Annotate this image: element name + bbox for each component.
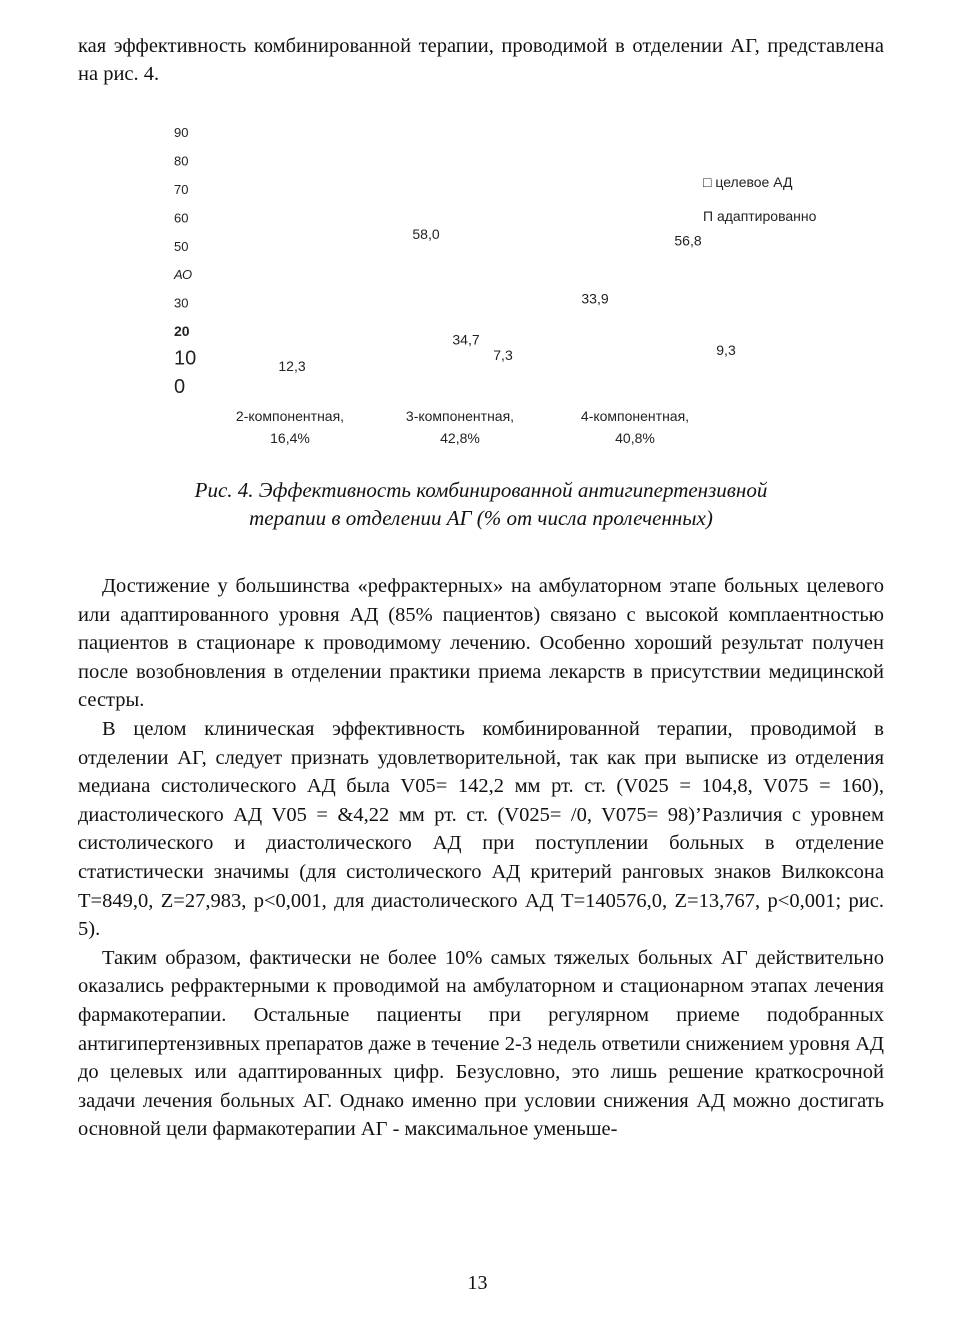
x-category-label: 4-компонентная, (580, 408, 690, 424)
value-label-target: 33,9 (581, 290, 609, 307)
x-category-share: 16,4% (270, 430, 310, 446)
body-text (78, 572, 884, 1144)
figure-caption (78, 476, 884, 532)
paragraph-2: В целом клиническая эффективность комбинированной терапии, проводимой в отделении АГ, следует признать удовлетворительной, так как при выписке из отделения медиана систолического АД была V05= 142,2 мм рт. ст. (V025 = 104,8, V075 = 160), диастолического АД V05 = &4,22 мм рт. ст. (V025= /0, V075= 98)’Различия с уровнем систолического и диастолического АД при поступлении больных в отделение статистически значимы (для систолического АД критерий ранговых знаков Вилкоксона Т=849,0, Z=27,983, p<0,001, для диастолического АД Т=140576,0, Z=13,767, p<0,001; рис. 5). (78, 717, 884, 941)
caption-line-2: терапии в отделении АГ (% от числа пролеченных) (249, 506, 713, 530)
legend-item-adapted: П адаптированно (703, 208, 817, 224)
value-label-extra: 9,3 (716, 342, 736, 358)
y-tick-label: 70 (174, 181, 189, 197)
x-category-label: 3-компонентная, (405, 408, 515, 424)
y-tick-label: 90 (174, 125, 189, 140)
value-label-adapted: 34,7 (452, 331, 480, 348)
legend (703, 174, 817, 224)
y-tick-label: 50 (174, 238, 189, 254)
y-tick-label: 0 (174, 376, 186, 398)
x-category-label: 2-компонентная, (235, 408, 345, 424)
x-category-share: 42,8% (440, 430, 480, 446)
value-label-extra: 7,3 (493, 347, 513, 363)
caption-line-1: Рис. 4. Эффективность комбинированной антигипертензивной (194, 478, 768, 502)
y-tick-label: АО (174, 267, 193, 283)
x-axis-labels (236, 408, 689, 446)
page-number: 13 (467, 1272, 488, 1294)
y-tick-label: 20 (174, 323, 190, 340)
paragraph-1: Достижение у большинства «рефрактерных» на амбулаторном этапе больных целевого или адаптированного уровня АД (85% пациентов) связано с высокой комплаентностью пациентов в стационаре к проводимому лечению. Особенно хороший результат получен после возобновления в отделении практики приема лекарств в присутствии медицинской сестры. (78, 575, 884, 712)
y-tick-label: 80 (174, 153, 189, 169)
paragraph-3: Таким образом, фактически не более 10% самых тяжелых больных АГ действительно оказались рефрактерными к проводимой на амбулаторном и стационарном этапах лечения фармакотерапии. Остальные пациенты при регулярном приеме подобранных антигипертензивных препаратов даже в течение 2-3 недель ответили снижением уровня АД до целевых или адаптированных цифр. Безусловно, это лишь решение краткосрочной задачи лечения больных АГ. Однако именно при условии снижения АД можно достигать основной цели фармакотерапии АГ - максимальное уменьше- (78, 946, 884, 1141)
x-category-share: 40,8% (615, 430, 655, 446)
y-axis (173, 125, 196, 398)
y-tick-label: 60 (174, 210, 189, 226)
y-tick-label: 10 (174, 347, 197, 370)
intro-paragraph (78, 32, 884, 88)
efficacy-chart (150, 118, 870, 458)
value-label-adapted: 56,8 (674, 232, 702, 249)
legend-item-target: □ целевое АД (703, 174, 793, 190)
value-label-target: 58,0 (412, 226, 440, 243)
intro-text: кая эффективность комбинированной терапии, проводимой в отделении АГ, представлена на рис. 4. (78, 35, 884, 85)
value-label-target: 12,3 (278, 358, 306, 375)
y-tick-label: 30 (174, 295, 189, 311)
